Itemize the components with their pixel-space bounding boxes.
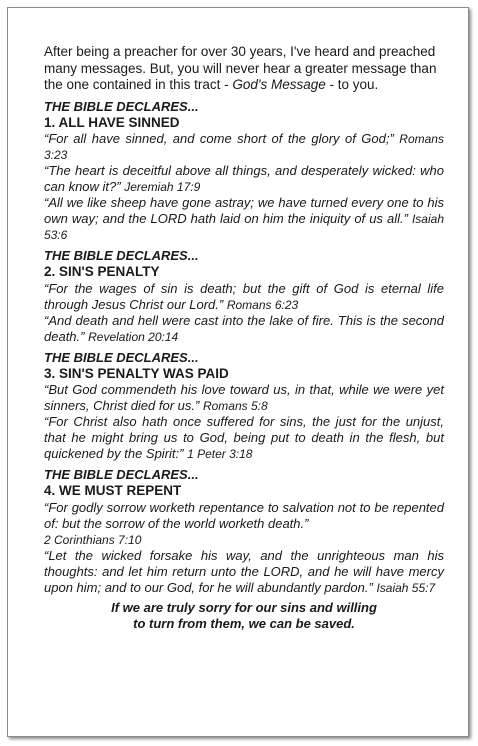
verse-text: “Let the wicked forsake his way, and the unrighteous man his thoughts: and let him return unto the LORD, and he will have mercy upon him; and to our God, for he will abundantly pardon.” bbox=[44, 547, 444, 595]
intro-text-end: - to you. bbox=[325, 77, 379, 92]
section-heading: 2. SIN'S PENALTY bbox=[44, 264, 160, 279]
verse bbox=[44, 382, 444, 414]
verse bbox=[44, 500, 444, 532]
closing-line-2: to turn from them, we can be saved. bbox=[133, 615, 355, 631]
verse bbox=[44, 163, 444, 195]
verse bbox=[44, 414, 444, 462]
verse bbox=[44, 313, 444, 345]
verse-text: “And death and hell were cast into the lake of fire. This is the second death.” bbox=[44, 312, 444, 344]
verse-reference: Revelation 20:14 bbox=[88, 329, 179, 344]
section-heading: 3. SIN'S PENALTY WAS PAID bbox=[44, 365, 229, 381]
verse bbox=[44, 281, 444, 313]
section-declares: THE BIBLE DECLARES... bbox=[44, 248, 199, 263]
verse-reference: 2 Corinthians 7:10 bbox=[44, 532, 142, 547]
section-penalty-paid bbox=[44, 350, 444, 463]
verse-reference: Romans 5:8 bbox=[202, 399, 268, 413]
verse-reference: Romans 3:23 bbox=[44, 132, 444, 162]
verse bbox=[44, 195, 444, 243]
section-heading: 1. ALL HAVE SINNED bbox=[44, 114, 180, 130]
section-heading: 4. WE MUST REPENT bbox=[44, 483, 182, 498]
tract-content bbox=[44, 44, 444, 632]
section-sins-penalty bbox=[44, 248, 444, 345]
verse bbox=[44, 131, 444, 163]
tract-page bbox=[7, 7, 469, 737]
intro-title: God's Message bbox=[232, 77, 326, 92]
section-must-repent bbox=[44, 467, 444, 596]
verse-text: “For Christ also hath once suffered for sins, the just for the unjust, that he might bring us to God, being put to death in the flesh, but quickened by the Spirit:” bbox=[44, 414, 444, 461]
verse-reference-line bbox=[44, 532, 444, 548]
intro-paragraph bbox=[44, 44, 444, 94]
verse bbox=[44, 548, 444, 596]
verse-text: “For the wages of sin is death; but the gift of God is eternal life through Jesus Christ our Lord.” bbox=[44, 280, 444, 312]
verse-reference: Isaiah 53:6 bbox=[44, 212, 444, 242]
verse-text: “All we like sheep have gone astray; we have turned every one to his own way; and the LORD hath laid on him the iniquity of us all.” bbox=[44, 195, 444, 226]
verse-reference: Jeremiah 17:9 bbox=[124, 180, 201, 194]
intro-text: After being a preacher for over 30 years, I've heard and preached many messages. But, you will never hear a greater message than the one contained in this tract - bbox=[44, 44, 437, 92]
section-all-have-sinned bbox=[44, 99, 444, 244]
closing-line-1: If we are truly sorry for our sins and willing bbox=[111, 599, 377, 615]
verse-text: “For all have sinned, and come short of the glory of God;” bbox=[44, 131, 394, 146]
verse-reference: 1 Peter 3:18 bbox=[187, 447, 253, 461]
section-declares: THE BIBLE DECLARES... bbox=[44, 98, 199, 114]
section-declares: THE BIBLE DECLARES... bbox=[44, 349, 199, 365]
verse-reference: Isaiah 55:7 bbox=[376, 580, 436, 595]
verse-reference: Romans 6:23 bbox=[226, 297, 299, 312]
verse-text: “For godly sorrow worketh repentance to salvation not to be repented of: but the sorrow of the world worketh death.” bbox=[44, 499, 444, 531]
closing-statement bbox=[44, 600, 444, 632]
section-declares: THE BIBLE DECLARES... bbox=[44, 467, 199, 482]
verse-text: “The heart is deceitful above all things, and desperately wicked: who can know it?” bbox=[44, 163, 444, 194]
verse-text: “But God commendeth his love toward us, in that, while we were yet sinners, Christ died for us.” bbox=[44, 382, 444, 413]
